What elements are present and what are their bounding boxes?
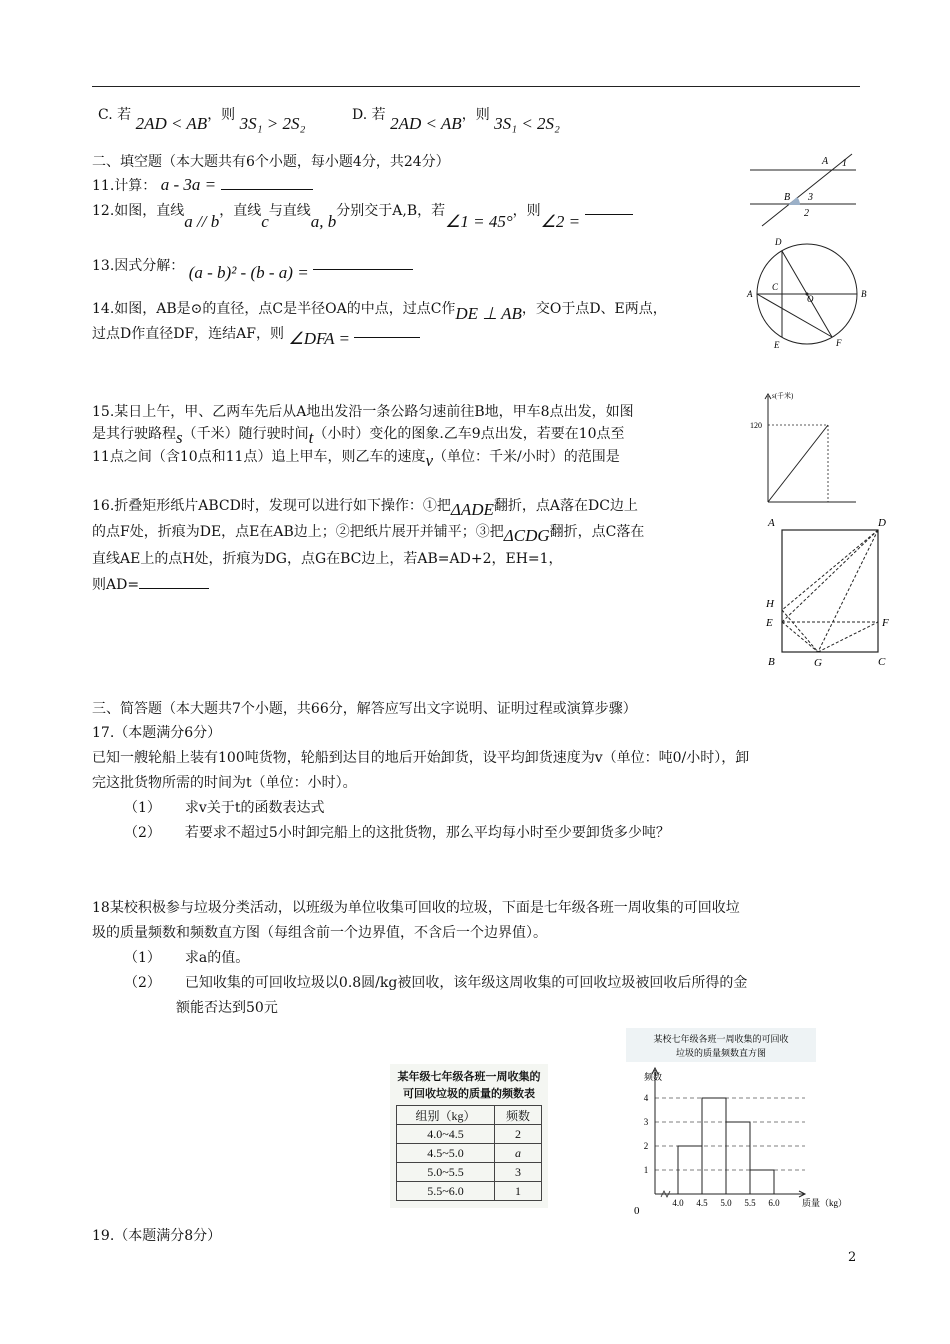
question-16-line4: 则AD= (92, 574, 209, 594)
page-number: 2 (848, 1250, 857, 1265)
label-f: F (882, 617, 889, 629)
table-cell: 4.5~5.0 (397, 1144, 495, 1163)
table-row (397, 1125, 542, 1144)
histogram-xlabel: 质量（kg） (802, 1198, 848, 1208)
question-19-title: 19.（本题满分8分） (92, 1228, 222, 1244)
question-18-item-2-cont: 额能否达到50元 (176, 1000, 278, 1016)
histogram-origin: 0 (634, 1205, 640, 1217)
label-b: B (861, 289, 867, 299)
table-header-cell: 组别（kg） (397, 1106, 495, 1125)
table-cell: 1 (495, 1182, 542, 1201)
question-12: 12.如图，直线a // b，直线c与直线a, b分别交于A,B，若∠1 = 45°，则∠2 = (92, 200, 633, 220)
answer-blank-16[interactable] (139, 576, 209, 589)
question-17-line1: 已知一艘轮船上装有100吨货物，轮船到达目的地后开始卸货，设平均卸货速度为v（单位：吨0/小时），卸 (92, 750, 750, 766)
label-b: B (768, 656, 775, 668)
question-13: 13.因式分解： (a - b)² - (b - a) = (92, 255, 413, 275)
question-15-line2: 是其行驶路程s（千米）随行驶时间t（小时）变化的图象.乙车9点出发，若要在10点至 (92, 426, 625, 447)
histogram-x-tick-label: 5.0 (720, 1198, 732, 1208)
table-cell: 5.5~6.0 (397, 1182, 495, 1201)
label-angle-1: 1 (842, 158, 847, 169)
frequency-table-title: 某年级七年级各班一周收集的 可回收垃圾的质量的频数表 (397, 1070, 541, 1100)
question-17-item-2: （2） 若要求不超过5小时卸完船上的这批货物，那么平均每小时至少要卸货多少吨？ (124, 825, 670, 841)
table-cell: a (495, 1144, 542, 1163)
figure-parallel-lines (748, 150, 858, 230)
question-15-line3: 11点之间（含10点和11点）追上甲车，则乙车的速度v（单位：千米/小时）的范围是 (92, 449, 620, 470)
label-c: C (878, 656, 886, 668)
figure-circle (744, 232, 880, 352)
histogram-title-line2: 垃圾的质量频数直方图 (675, 1048, 767, 1058)
top-rule (92, 86, 860, 87)
answer-blank-12[interactable] (585, 202, 633, 215)
graph-ylabel: s(千米) (772, 392, 794, 400)
label-a: A (822, 156, 829, 167)
histogram-x-tick-label: 6.0 (768, 1198, 780, 1208)
section-3-heading: 三、简答题（本大题共7个小题，共66分，解答应写出文字说明、证明过程或演算步骤） (92, 701, 637, 717)
table-cell: 3 (495, 1163, 542, 1182)
histogram-y-tick-label: 2 (643, 1141, 649, 1151)
histogram-x-tick-label: 5.5 (744, 1198, 756, 1208)
histogram-y-tick-label: 1 (643, 1165, 649, 1175)
label-angle-3: 3 (808, 192, 813, 203)
question-17-title: 17.（本题满分6分） (92, 725, 222, 741)
label-b: B (784, 192, 791, 203)
answer-blank-14[interactable] (354, 325, 420, 338)
frequency-table (396, 1105, 542, 1201)
label-e: E (766, 617, 773, 629)
question-15-line1: 15.某日上午，甲、乙两车先后从A地出发沿一条公路匀速前往B地，甲车8点出发，如图 (92, 404, 634, 420)
histogram-axes (644, 1068, 805, 1208)
question-14-line1: 14.如图，AB是⊙的直径，点C是半径OA的中点，过点C作DE ⊥ AB，交O于点D、E两点， (92, 301, 667, 323)
question-11: 11.计算： a - 3a = (92, 175, 313, 195)
table-header-row (397, 1106, 542, 1125)
table-cell: 2 (495, 1125, 542, 1144)
label-f: F (836, 338, 842, 348)
question-17-line2: 完这批货物所需的时间为t（单位：小时）。 (92, 775, 357, 791)
question-16-line1: 16.折叠矩形纸片ABCD时，发现可以进行如下操作：①把ΔADE翻折，点A落在DC边上 (92, 498, 638, 519)
answer-blank-11[interactable] (221, 177, 313, 190)
histogram-title-line1: 某校七年级各班一周收集的可回收 (653, 1034, 789, 1044)
table-cell: 5.0~5.5 (397, 1163, 495, 1182)
option-c: C. 若 2AD < AB，则 3S₁ > 2S₂ (98, 107, 306, 133)
question-18-line1: 18某校积极参与垃圾分类活动，以班级为单位收集可回收的垃圾，下面是七年级各班一周收集的可回收垃 (92, 900, 740, 916)
question-18-item-2: （2） 已知收集的可回收垃圾以0.8圆/kg被回收，该年级这周收集的可回收垃圾被回收后所得的金 (124, 975, 748, 991)
figure-distance-time (748, 390, 860, 506)
label-d: D (775, 237, 782, 247)
question-16-line3: 直线AE上的点H处，折痕为DG，点G在BC边上，若AB=AD+2，EH=1， (92, 551, 563, 567)
question-17-item-1: （1） 求v关于t的函数表达式 (124, 800, 325, 816)
label-o: O (807, 294, 814, 304)
histogram-bar (726, 1122, 750, 1194)
label-angle-2: 2 (804, 208, 809, 219)
answer-blank-13[interactable] (313, 257, 413, 270)
figure-folding-rectangle (762, 512, 902, 672)
label-g: G (814, 657, 822, 669)
label-a: A (747, 289, 753, 299)
table-cell: 4.0~4.5 (397, 1125, 495, 1144)
question-18-item-1: （1） 求a的值。 (124, 950, 250, 966)
question-16-line2: 的点F处，折痕为DE，点E在AB边上；②把纸片展开并铺平；③把ΔCDG翻折，点C落在 (92, 524, 645, 545)
table-row (397, 1182, 542, 1201)
table-header-cell: 频数 (495, 1106, 542, 1125)
histogram-chart (600, 1024, 850, 1220)
label-e: E (774, 340, 780, 350)
question-18-line2: 圾的质量频数和频数直方图（每组含前一个边界值，不含后一个边界值）。 (92, 925, 547, 941)
histogram-bar (750, 1170, 774, 1194)
histogram-ylabel: 频数 (644, 1072, 663, 1082)
label-a: A (768, 517, 775, 529)
histogram-x-tick-label: 4.0 (672, 1198, 684, 1208)
option-d: D. 若 2AD < AB，则 3S₁ < 2S₂ (352, 107, 560, 133)
frequency-table-panel (390, 1064, 548, 1208)
table-row (397, 1144, 542, 1163)
histogram-y-tick-label: 4 (643, 1093, 649, 1103)
question-14-line2: 过点D作直径DF，连结AF，则 ∠DFA = (92, 323, 420, 343)
table-row (397, 1163, 542, 1182)
section-2-heading: 二、填空题（本大题共有6个小题，每小题4分，共24分） (92, 154, 450, 170)
label-d: D (878, 517, 886, 529)
histogram-x-tick-label: 4.5 (696, 1198, 708, 1208)
graph-y-120: 120 (750, 421, 762, 430)
label-h: H (766, 598, 774, 610)
histogram-axis-break (661, 1191, 670, 1197)
label-c: C (772, 282, 779, 292)
histogram-y-tick-label: 3 (643, 1117, 649, 1127)
histogram-bars (678, 1098, 774, 1194)
